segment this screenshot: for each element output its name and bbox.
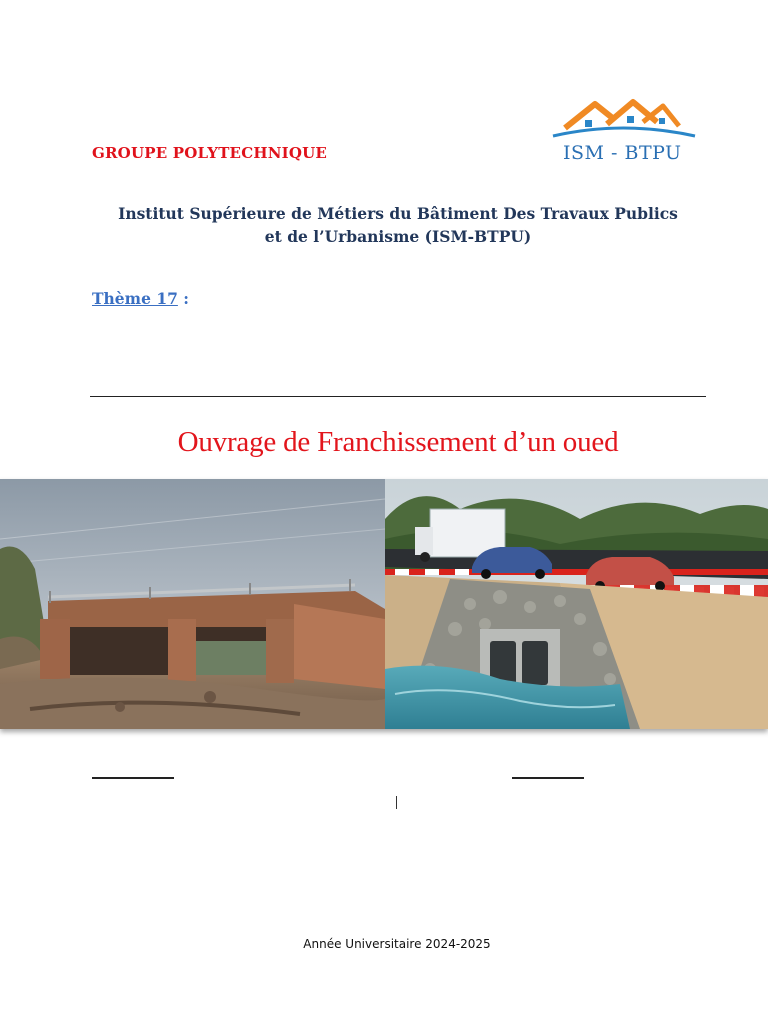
culvert-bridge-photo (0, 479, 386, 729)
theme-separator: : (177, 289, 190, 308)
institute-name (60, 202, 736, 248)
theme-heading (92, 289, 189, 308)
logo-text: ISM - BTPU (563, 142, 682, 164)
house-roofs-icon (545, 98, 701, 144)
institute-line-2: et de l’Urbanisme (ISM-BTPU) (264, 227, 532, 246)
organization-name: GROUPE POLYTECHNIQUE (92, 144, 328, 162)
horizontal-divider (90, 396, 706, 397)
text-cursor-mark (396, 796, 397, 809)
cover-images (0, 479, 768, 729)
theme-label: Thème 17 (92, 289, 178, 308)
institute-line-1: Institut Supérieure de Métiers du Bâtiment Des Travaux Publics (118, 204, 678, 223)
signature-line-left (92, 777, 174, 779)
document-title: Ouvrage de Franchissement d’un oued (177, 426, 619, 458)
signature-line-right (512, 777, 584, 779)
academic-year: Année Universitaire 2024-2025 (303, 937, 491, 951)
road-culvert-illustration (385, 479, 768, 729)
ism-btpu-logo (545, 98, 701, 168)
